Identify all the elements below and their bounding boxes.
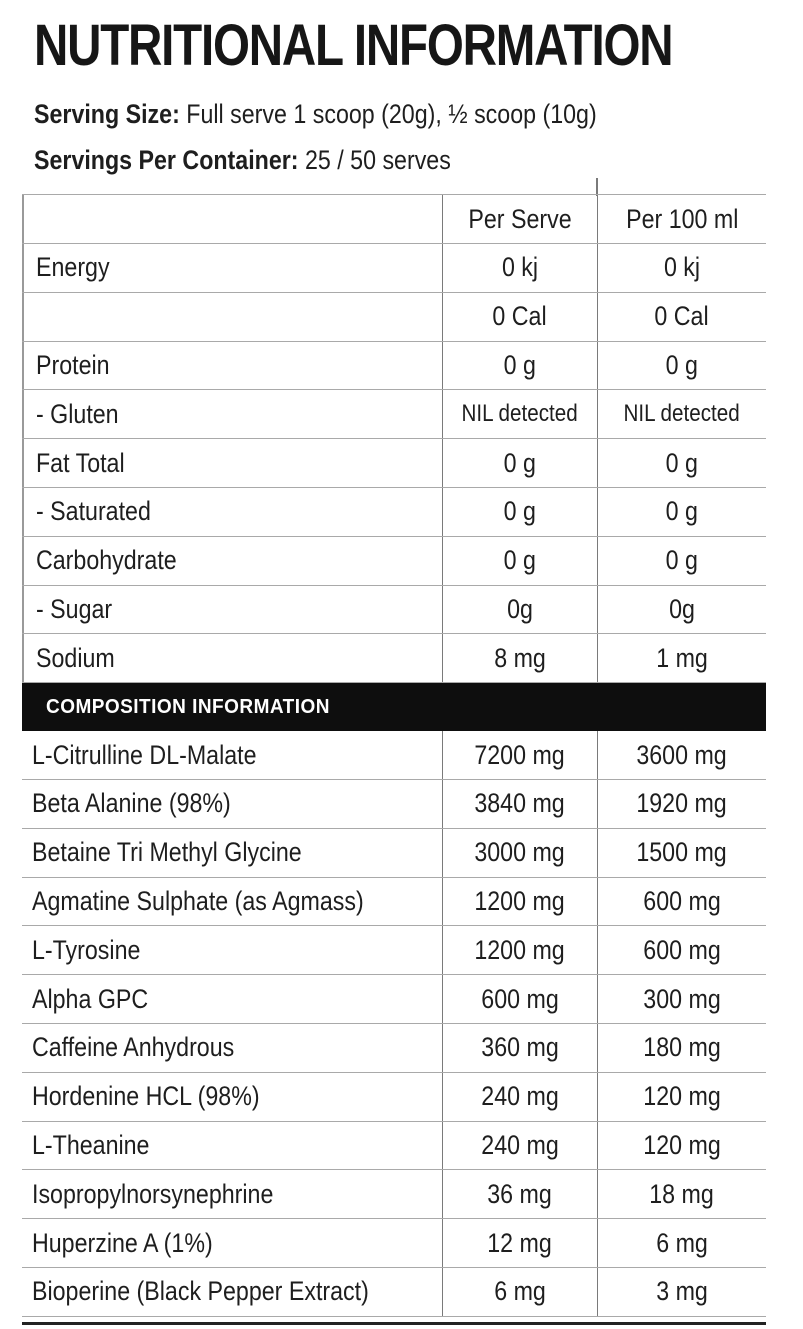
row-name: Carbohydrate — [36, 545, 177, 576]
row-per-serve: 1200 mg — [442, 926, 597, 974]
table-row — [22, 780, 766, 829]
row-name: Hordenine HCL (98%) — [32, 1081, 260, 1112]
table-row — [22, 1024, 766, 1073]
column-header-per-serve: Per Serve — [442, 195, 597, 243]
row-per-100ml: 600 mg — [597, 878, 766, 926]
row-per-serve: 240 mg — [442, 1073, 597, 1121]
table-row — [22, 244, 766, 293]
row-name: Agmatine Sulphate (as Agmass) — [32, 885, 364, 916]
row-per-100ml: 1920 mg — [597, 780, 766, 828]
row-per-100ml: 600 mg — [597, 926, 766, 974]
table-row — [22, 537, 766, 586]
row-per-serve: 600 mg — [442, 975, 597, 1023]
row-per-serve: 1200 mg — [442, 878, 597, 926]
row-per-serve: 0g — [442, 586, 597, 634]
row-per-100ml: 0 g — [597, 537, 766, 585]
serving-size-value: Full serve 1 scoop (20g), ½ scoop (10g) — [179, 99, 597, 129]
row-per-100ml: 0 g — [597, 488, 766, 536]
row-per-100ml: NIL detected — [597, 390, 766, 438]
row-per-100ml: 180 mg — [597, 1024, 766, 1072]
table-row — [22, 926, 766, 975]
row-per-serve: 360 mg — [442, 1024, 597, 1072]
table-row — [22, 731, 766, 780]
table-header-row — [22, 194, 766, 244]
column-header-name — [22, 195, 442, 243]
row-per-100ml: 120 mg — [597, 1073, 766, 1121]
row-name: - Gluten — [36, 398, 119, 429]
row-name: Fat Total — [36, 447, 125, 478]
row-per-100ml: 300 mg — [597, 975, 766, 1023]
row-per-serve: 0 Cal — [442, 293, 597, 341]
row-name: Beta Alanine (98%) — [32, 788, 231, 819]
row-per-100ml: 0g — [597, 586, 766, 634]
row-per-serve: 0 g — [442, 537, 597, 585]
composition-heading: COMPOSITION INFORMATION — [22, 683, 766, 731]
row-per-100ml: 0 Cal — [597, 293, 766, 341]
row-per-serve: 12 mg — [442, 1219, 597, 1267]
row-per-100ml: 3 mg — [597, 1268, 766, 1316]
row-name: Isopropylnorsynephrine — [32, 1178, 274, 1209]
composition-rows — [22, 731, 766, 1317]
serving-size-label: Serving Size: — [34, 99, 180, 129]
table-row — [22, 634, 766, 683]
row-per-serve: 240 mg — [442, 1122, 597, 1170]
row-per-serve: 0 kj — [442, 244, 597, 292]
row-name: Sodium — [36, 642, 115, 673]
row-per-serve: 3000 mg — [442, 829, 597, 877]
table-row — [22, 829, 766, 878]
row-per-serve: 0 g — [442, 488, 597, 536]
table-row — [22, 342, 766, 391]
row-name: Energy — [36, 252, 110, 283]
servings-per-container-label: Servings Per Container: — [34, 145, 299, 175]
page-title: NUTRITIONAL INFORMATION — [34, 13, 673, 78]
column-header-per-100ml: Per 100 ml — [597, 195, 766, 243]
row-per-serve: 7200 mg — [442, 731, 597, 779]
row-per-100ml: 0 kj — [597, 244, 766, 292]
row-per-100ml: 3600 mg — [597, 731, 766, 779]
table-row — [22, 1219, 766, 1268]
row-per-100ml: 0 g — [597, 439, 766, 487]
table-row — [22, 878, 766, 927]
serving-size — [34, 94, 597, 134]
row-per-serve: 0 g — [442, 439, 597, 487]
table-row — [22, 1268, 766, 1317]
row-name — [22, 293, 442, 341]
servings-per-container-value: 25 / 50 serves — [298, 145, 451, 175]
row-name: Protein — [36, 349, 110, 380]
table-row — [22, 975, 766, 1024]
row-name: Bioperine (Black Pepper Extract) — [32, 1276, 369, 1307]
servings-per-container — [34, 140, 451, 180]
table-row — [22, 390, 766, 439]
table-row — [22, 439, 766, 488]
row-per-100ml: 6 mg — [597, 1219, 766, 1267]
table-row — [22, 293, 766, 342]
row-name: L-Citrulline DL-Malate — [32, 739, 257, 770]
row-per-100ml: 1 mg — [597, 634, 766, 682]
table-bottom-rule — [22, 1322, 766, 1325]
row-per-serve: 36 mg — [442, 1170, 597, 1218]
row-per-serve: 6 mg — [442, 1268, 597, 1316]
row-per-serve: NIL detected — [442, 390, 597, 438]
row-name: L-Tyrosine — [32, 934, 141, 965]
table-row — [22, 1073, 766, 1122]
table-row — [22, 586, 766, 635]
table-row — [22, 1122, 766, 1171]
row-per-serve: 8 mg — [442, 634, 597, 682]
row-name: - Sugar — [36, 593, 113, 624]
row-per-100ml: 18 mg — [597, 1170, 766, 1218]
row-name: Caffeine Anhydrous — [32, 1032, 235, 1063]
row-per-serve: 0 g — [442, 342, 597, 390]
row-name: L-Theanine — [32, 1129, 150, 1160]
row-name: Huperzine A (1%) — [32, 1227, 213, 1258]
row-name: - Saturated — [36, 496, 151, 527]
row-per-100ml: 120 mg — [597, 1122, 766, 1170]
row-name: Alpha GPC — [32, 983, 149, 1014]
table-row — [22, 1170, 766, 1219]
row-name: Betaine Tri Methyl Glycine — [32, 837, 302, 868]
row-per-100ml: 1500 mg — [597, 829, 766, 877]
row-per-100ml: 0 g — [597, 342, 766, 390]
row-per-serve: 3840 mg — [442, 780, 597, 828]
table-row — [22, 488, 766, 537]
nutrition-rows — [22, 244, 766, 683]
nutrition-table — [22, 194, 766, 1317]
